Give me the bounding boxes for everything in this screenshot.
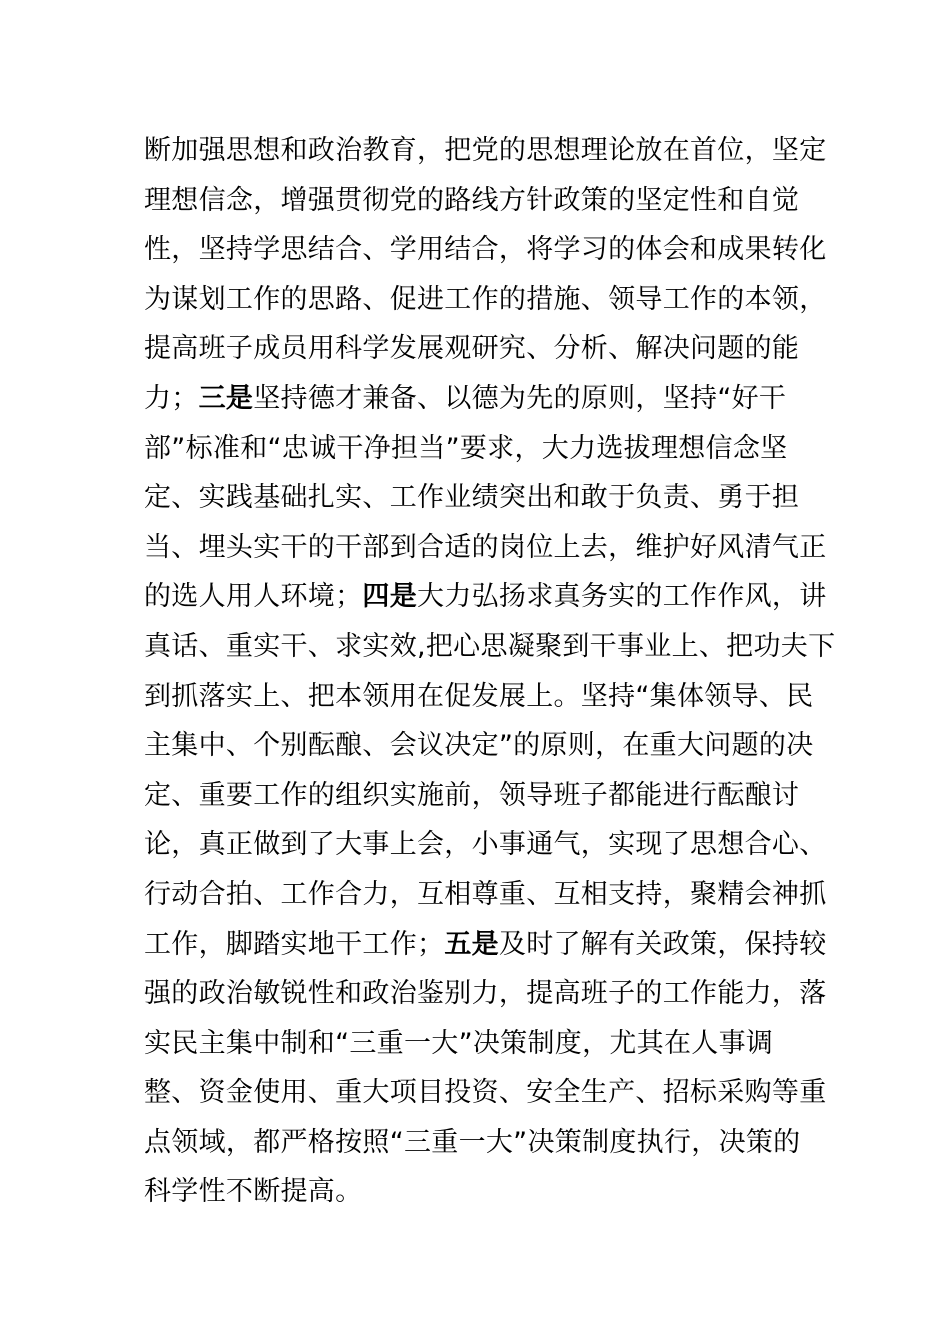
bold-list-marker: 四是: [362, 581, 418, 613]
bold-list-marker: 五是: [444, 928, 499, 960]
body-paragraph: [144, 126, 844, 1217]
text-segment: 强的政治敏锐性和政治鉴别力，提高班子的工作能力，落: [144, 978, 827, 1010]
text-segment: 真话、重实干、求实效,把心思凝聚到干事业上、把功夫下: [144, 630, 836, 662]
text-segment: 当、埋头实干的干部到合适的岗位上去，维护好风清气正: [144, 531, 827, 563]
text-segment: 科学性不断提高。: [144, 1176, 363, 1208]
text-segment: 工作，脚踏实地干工作；: [144, 928, 445, 960]
text-segment: 力；: [144, 382, 199, 414]
text-line: [144, 1019, 844, 1069]
text-segment: 的选人用人环境；: [144, 581, 363, 613]
text-line: [144, 374, 844, 424]
text-line: [144, 225, 844, 275]
text-line: [144, 820, 844, 870]
text-segment: 理想信念，增强贯彻党的路线方针政策的坚定性和自觉: [144, 184, 800, 216]
text-line: [144, 176, 844, 226]
bold-list-marker: 三是: [198, 382, 254, 414]
text-line: [144, 473, 844, 523]
text-segment: 主集中、个别酝酿、会议决定”的原则，在重大问题的决: [144, 730, 814, 762]
text-line: [144, 969, 844, 1019]
text-line: [144, 275, 844, 325]
text-segment: 性，坚持学思结合、学用结合，将学习的体会和成果转化: [144, 234, 827, 266]
text-line: [144, 870, 844, 920]
text-segment: 及时了解有关政策，保持较: [498, 928, 827, 960]
text-line: [144, 126, 844, 176]
text-line: [144, 523, 844, 573]
text-line: [144, 771, 844, 821]
text-segment: 整、资金使用、重大项目投资、安全生产、招标采购等重: [144, 1077, 827, 1109]
text-segment: 提高班子成员用科学发展观研究、分析、解决问题的能: [144, 333, 800, 365]
text-segment: 论，真正做到了大事上会，小事通气，实现了思想合心、: [144, 829, 827, 861]
text-segment: 行动合拍、工作合力，互相尊重、互相支持，聚精会神抓: [144, 878, 827, 910]
text-line: [144, 920, 844, 970]
text-segment: 为谋划工作的思路、促进工作的措施、领导工作的本领，: [144, 283, 827, 315]
text-line: [144, 1068, 844, 1118]
text-line: [144, 622, 844, 672]
text-segment: 点领域，都严格按照“三重一大”决策制度执行，决策的: [144, 1126, 801, 1158]
text-segment: 坚持德才兼备、以德为先的原则，坚持“好干: [253, 382, 787, 414]
text-line: [144, 1167, 844, 1217]
text-segment: 到抓落实上、把本领用在促发展上。坚持“集体领导、民: [144, 680, 814, 712]
text-segment: 定、实践基础扎实、工作业绩突出和敢于负责、勇于担: [144, 482, 800, 514]
text-line: [144, 424, 844, 474]
text-line: [144, 721, 844, 771]
text-line: [144, 324, 844, 374]
text-segment: 实民主集中制和“三重一大”决策制度，尤其在人事调: [144, 1027, 774, 1059]
text-segment: 大力弘扬求真务实的工作作风，讲: [417, 581, 827, 613]
text-line: [144, 672, 844, 722]
text-segment: 断加强思想和政治教育，把党的思想理论放在首位，坚定: [144, 135, 827, 166]
text-line: [144, 572, 844, 622]
text-segment: 定、重要工作的组织实施前，领导班子都能进行酝酿讨: [144, 779, 800, 811]
text-segment: 部”标准和“忠诚干净担当”要求，大力选拔理想信念坚: [144, 432, 788, 464]
text-line: [144, 1118, 844, 1168]
